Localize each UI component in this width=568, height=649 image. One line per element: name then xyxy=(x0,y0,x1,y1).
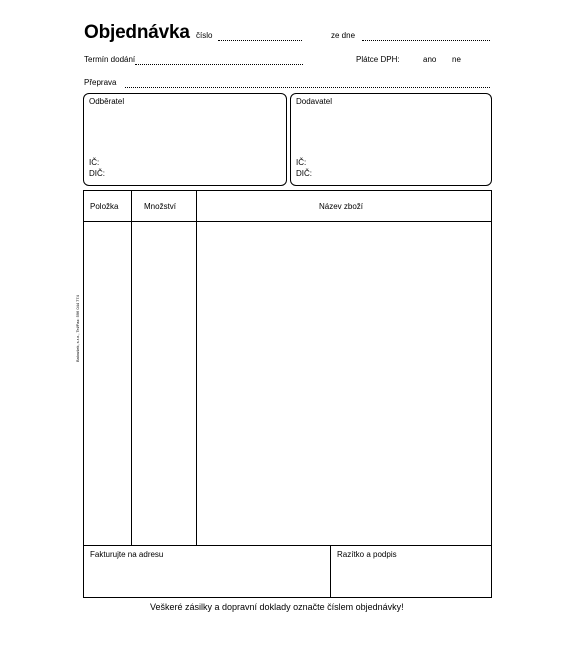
platce-ne-option[interactable]: ne xyxy=(452,55,461,64)
dodavatel-box[interactable] xyxy=(290,93,492,186)
cislo-field[interactable] xyxy=(218,31,302,41)
fakturujte-label: Fakturujte na adresu xyxy=(90,550,164,559)
razitko-area[interactable] xyxy=(331,561,491,597)
column-header-mnozstvi: Množství xyxy=(144,202,177,211)
platce-ano-option[interactable]: ano xyxy=(423,55,437,64)
form-title: Objednávka xyxy=(84,22,190,43)
odberatel-title: Odběratel xyxy=(89,97,125,106)
odberatel-dic-label: DIČ: xyxy=(89,169,105,178)
preprava-label: Přeprava xyxy=(84,78,117,87)
nazev-column-area[interactable] xyxy=(197,222,491,545)
footer-note: Veškeré zásilky a dopravní doklady označte číslem objednávky! xyxy=(150,602,404,612)
column-header-polozka: Položka xyxy=(90,202,119,211)
fakturujte-area[interactable] xyxy=(84,561,330,597)
termin-label: Termín dodání xyxy=(84,55,136,64)
dodavatel-title: Dodavatel xyxy=(296,97,333,106)
dodavatel-dic-label: DIČ: xyxy=(296,169,312,178)
items-table xyxy=(83,190,492,598)
odberatel-box[interactable] xyxy=(83,93,287,186)
cislo-label: číslo xyxy=(196,31,213,40)
ze-dne-label: ze dne xyxy=(331,31,356,40)
odberatel-ic-label: IČ: xyxy=(89,158,100,167)
razitko-label: Razítko a podpis xyxy=(337,550,397,559)
platce-dph-label: Plátce DPH: xyxy=(356,55,400,64)
preprava-field[interactable] xyxy=(125,78,490,88)
column-header-nazev: Název zboží xyxy=(319,202,364,211)
ze-dne-field[interactable] xyxy=(362,31,490,41)
side-publisher-text: Baloušek, s.r.o., Tel/Fax: 596 044 774 xyxy=(75,295,80,362)
bottom-divider xyxy=(84,545,491,546)
polozka-column-area[interactable] xyxy=(84,222,131,545)
termin-field[interactable] xyxy=(135,55,303,65)
mnozstvi-column-area[interactable] xyxy=(132,222,196,545)
dodavatel-ic-label: IČ: xyxy=(296,158,307,167)
